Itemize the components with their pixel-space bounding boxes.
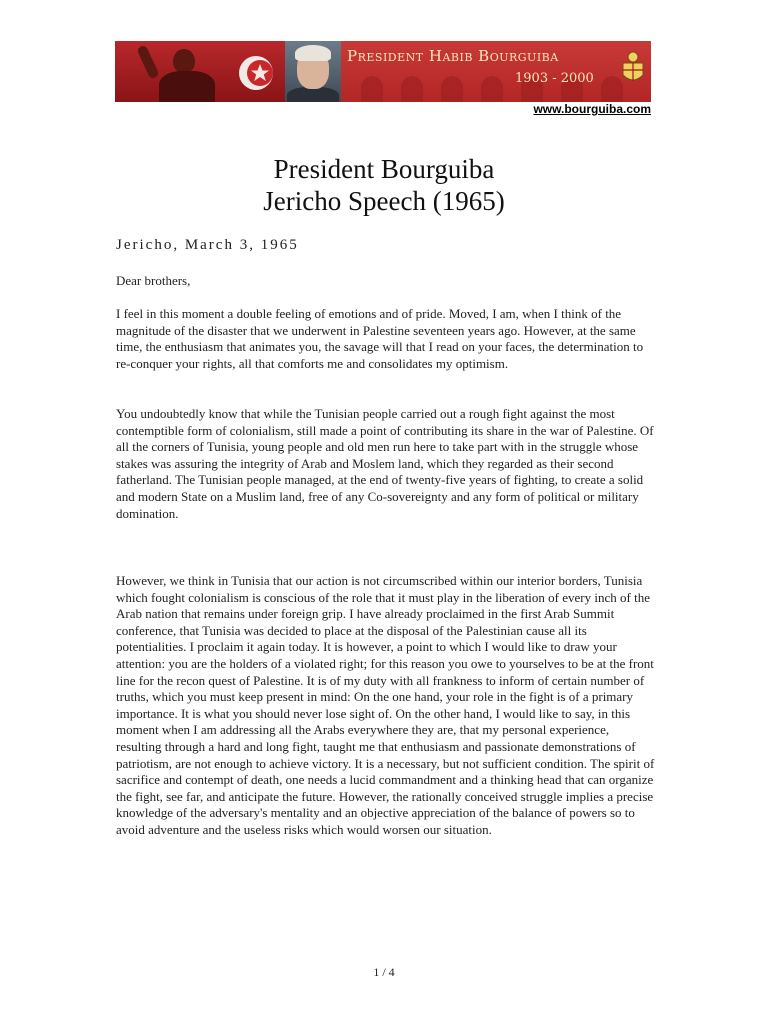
title-line-1: President Bourguiba — [273, 154, 495, 184]
paragraph: I feel in this moment a double feeling of emotions and of pride. Moved, I am, when I think of the magnitude of the disaster that we underwent in Palestine seventeen years ago. However, at the same time, the enthusiasm that animates you, the savage will that I read on your faces, the determination to re-conquer your rights, all that comforts me and consolidates my optimism. — [116, 306, 644, 371]
website-link[interactable]: www.bourguiba.com — [533, 102, 651, 116]
page-title — [0, 153, 768, 217]
speaker-figure-head — [173, 49, 195, 73]
title-line-2: Jericho Speech (1965) — [263, 186, 505, 216]
speaker-figure-body — [159, 71, 215, 102]
page-number: 1 / 4 — [373, 965, 395, 979]
banner-title: President Habib Bourguiba — [347, 47, 559, 65]
raised-arm-figure — [136, 44, 159, 79]
paragraph: However, we think in Tunisia that our action is not circumscribed within our interior borders, Tunisia which fought colonialism is conscious of the role that it must play in the liberation of every inch of the Arab nation that remains under foreign grip. I have already proclaimed in the first Arab Summit conference, that Tunisia was decided to place at the disposal of the Palestinian cause all its potentialities. I proclaim it again today. It is however, a point to which I would like to draw your attention: you are the holders of a violated right; for this reason you owe to yourselves to be at the front line for the recon quest of Palestine. It is of my duty with all frankness to inform of certain number of truths, which you must keep present in mind: On the one hand, your role in the fight is of a primary importance. It is what you should never lose sight of. On the other hand, I would like to say, in this moment when I am addressing all the Arabs everywhere they are, that my personal experience, resulting through a hard and long fight, taught me that enthusiasm and passionate demonstrations of patriotism, are not enough to achieve victory. It is a necessary, but not sufficient condition. The spirit of sacrifice and contempt of death, one needs a lucid commandment and a thinking head that can organize the fight, see far, and anticipate the future. However, the rationally conceived struggle implies a precise knowledge of the adversary's mentality and an objective appreciation of the balance of powers so to avoid adventure and the useless risks which would worsen our situation. — [116, 573, 655, 837]
dateline: Jericho, March 3, 1965 — [116, 237, 299, 253]
paragraph: You undoubtedly know that while the Tunisian people carried out a rough fight against the most contemptible form of colonialism, still made a point of contributing its share in the war of Palestine. Of all the corners of Tunisia, young people and old men run here to take part with in the struggle whose stakes was assuring the integrity of Arab and Moslem land, which they regarded as their second fatherland. The Tunisian people managed, at the end of twenty-five years of fighting, to create a solid and modern State on a Muslim land, free of any Co-sovereignty and any form of political or military domination. — [116, 406, 654, 521]
header-banner — [115, 41, 651, 102]
bourguiba-portrait — [285, 41, 341, 102]
salutation: Dear brothers, — [116, 273, 191, 288]
tunisian-crescent-icon — [236, 53, 276, 93]
banner-years: 1903 - 2000 — [515, 71, 594, 86]
coat-of-arms-icon — [621, 51, 645, 85]
